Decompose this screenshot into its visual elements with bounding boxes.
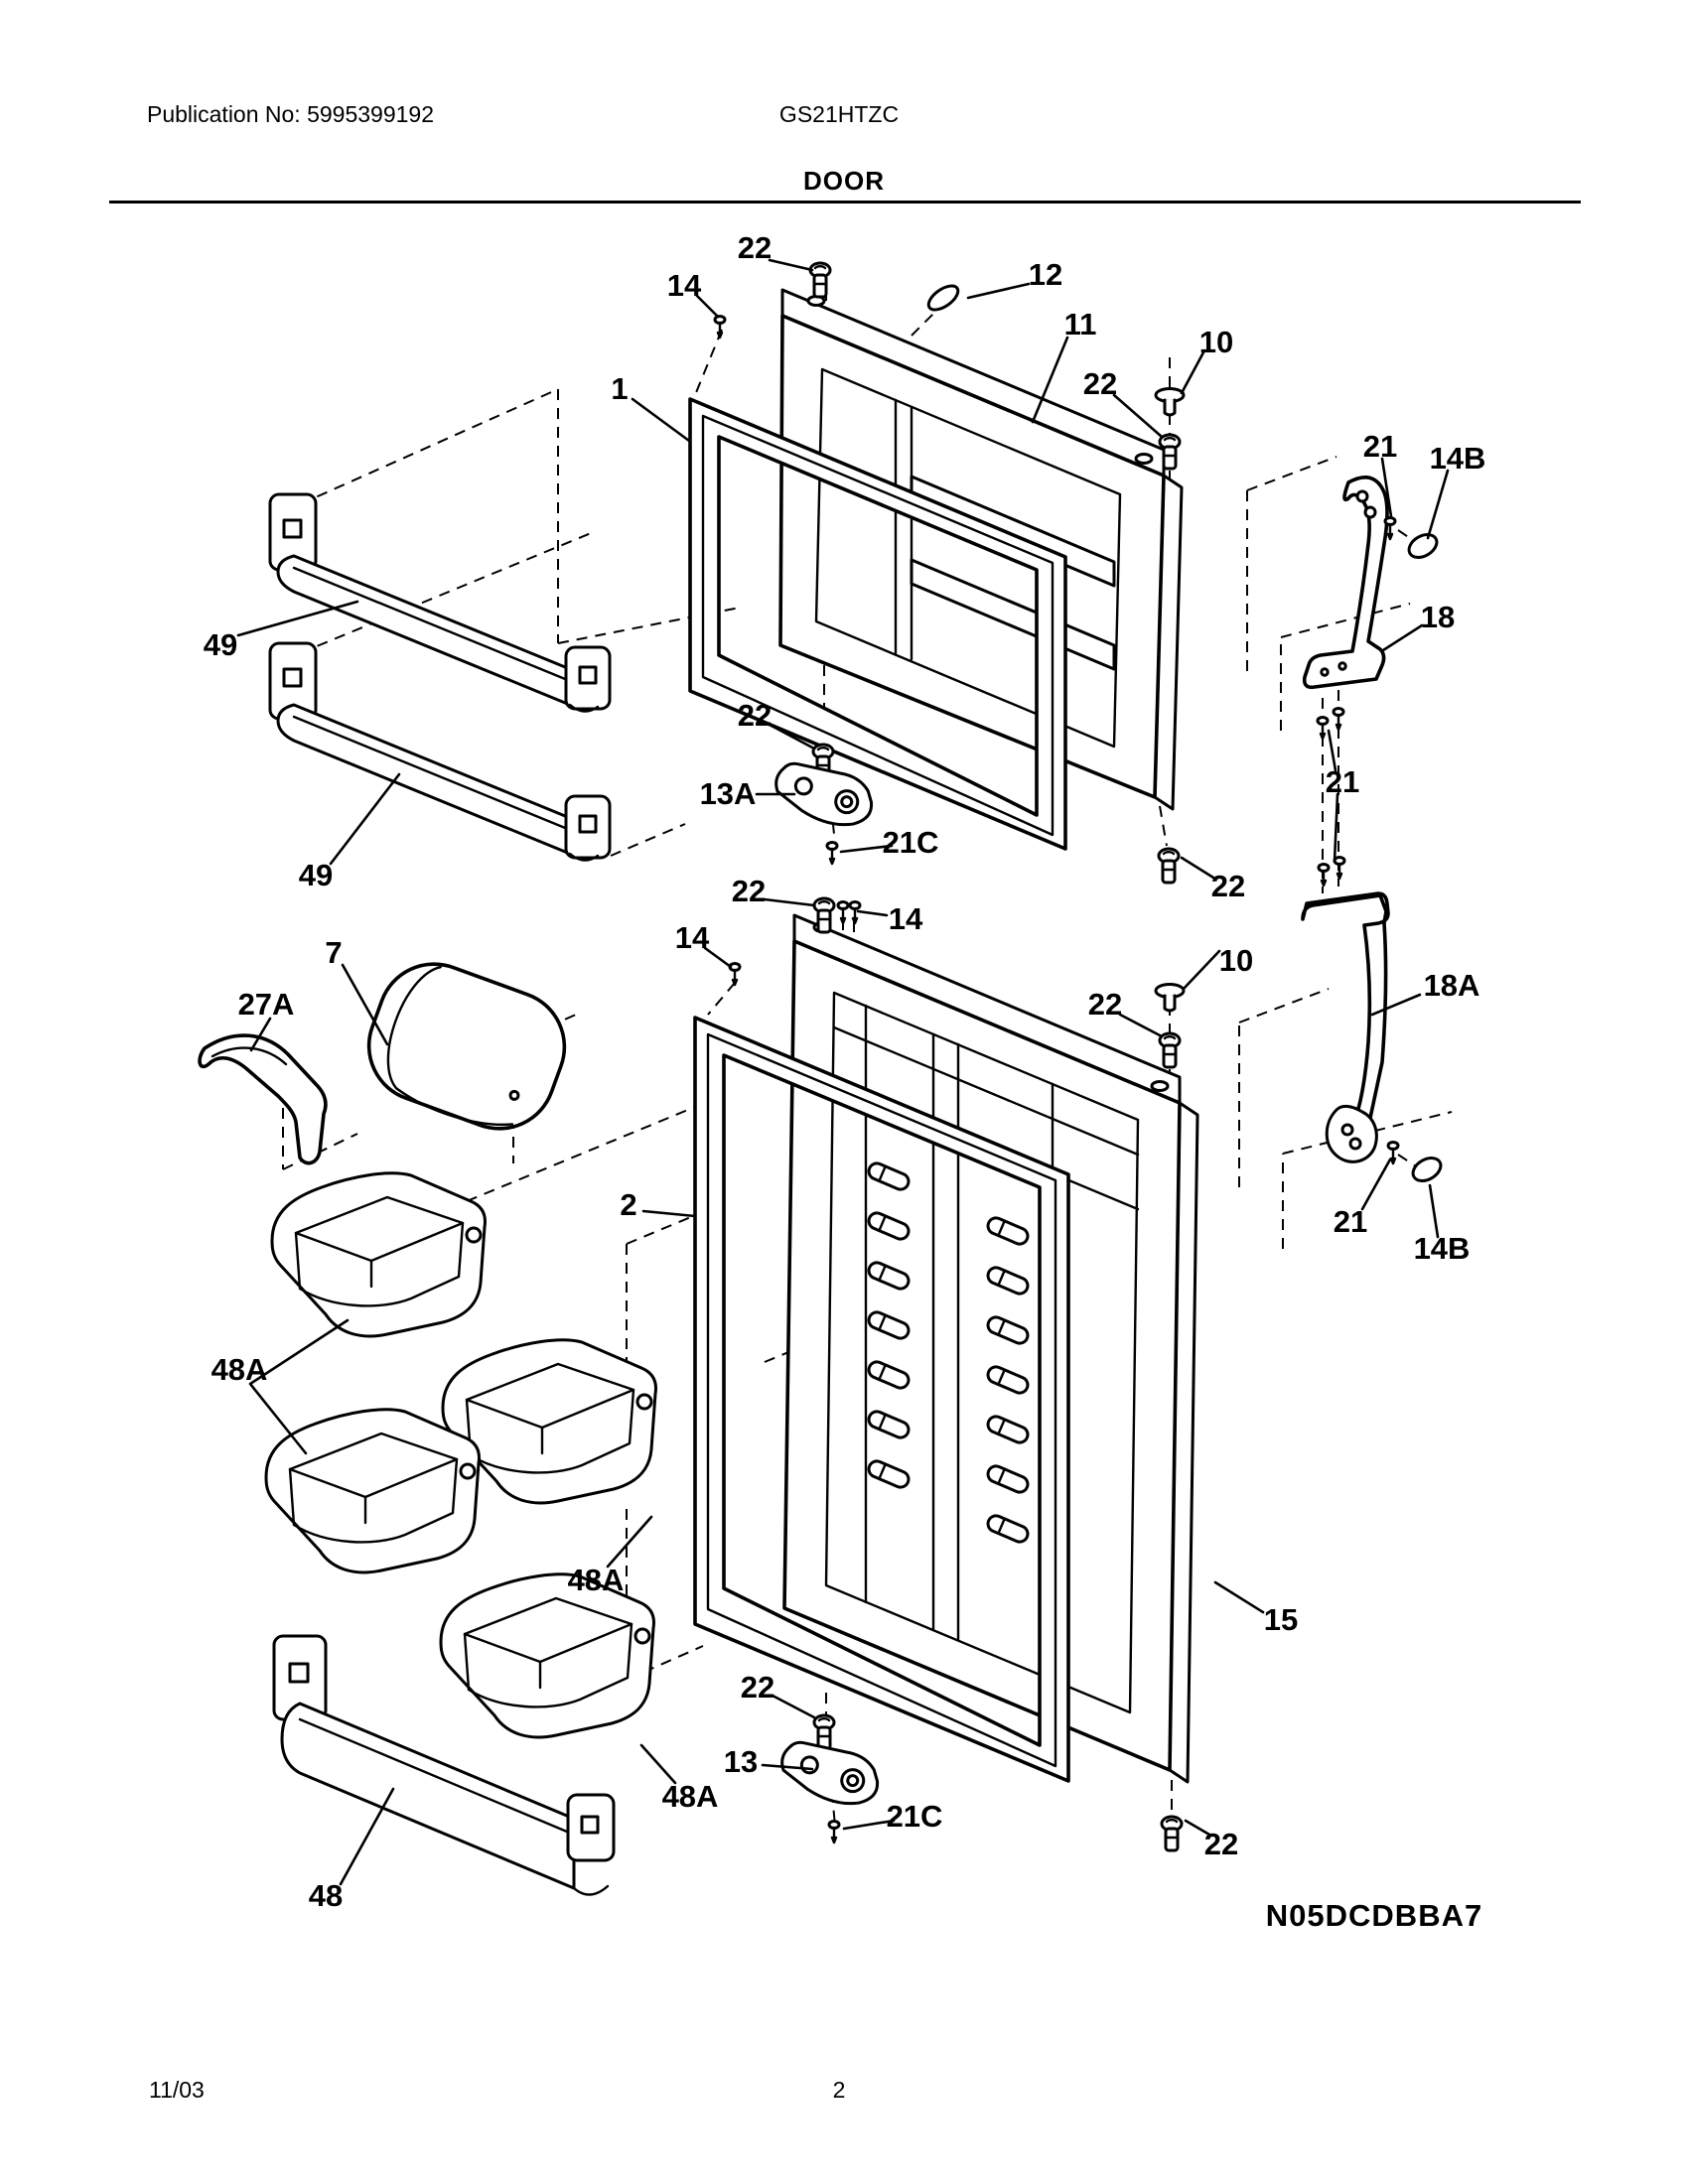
callout-label: 22 — [1082, 366, 1118, 401]
callout-label: 21C — [882, 825, 939, 860]
callout-label: 22 — [731, 874, 767, 908]
dairy-canister-7 — [352, 948, 580, 1145]
door-plug-12 — [924, 281, 962, 314]
callout-label: 22 — [1087, 987, 1123, 1022]
callout-label: 10 — [1218, 943, 1254, 978]
callout-label: 14 — [666, 268, 702, 303]
page-title: DOOR — [803, 166, 885, 196]
callout-label: 21 — [1333, 1204, 1368, 1239]
callout-label: 49 — [203, 627, 238, 662]
callout-label: 2 — [620, 1187, 637, 1222]
callout-label: 10 — [1198, 325, 1234, 359]
callout-label: 13A — [699, 776, 757, 811]
model-number: GS21HTZC — [778, 101, 900, 127]
callout-label: 22 — [1210, 869, 1246, 903]
callout-label: 22 — [740, 1670, 775, 1705]
callout-label: 48A — [661, 1779, 719, 1814]
callout-label: 14 — [888, 901, 923, 936]
callout-label: 48A — [211, 1352, 268, 1387]
refrigerator-door-handle-18A — [1303, 893, 1388, 1161]
callout-label: 18A — [1423, 968, 1480, 1003]
callout-label: 22 — [1203, 1827, 1239, 1861]
callout-label: 15 — [1263, 1602, 1299, 1637]
footer-page-number: 2 — [832, 2077, 846, 2103]
hinge-bearing-13 — [775, 1736, 884, 1811]
callout-label: 11 — [1063, 307, 1097, 341]
diagram-code: N05DCDBBA7 — [1265, 1898, 1483, 1933]
callout-label: 22 — [737, 230, 773, 265]
callout-label: 7 — [325, 935, 343, 970]
door-bin-48A-4 — [441, 1574, 653, 1737]
footer-date: 11/03 — [149, 2077, 205, 2103]
callout-label: 48 — [308, 1878, 344, 1913]
callout-label: 22 — [737, 698, 773, 733]
callout-label: 21C — [886, 1799, 943, 1834]
callout-label: 1 — [611, 371, 629, 406]
door-bin-48A-1 — [272, 1173, 485, 1336]
callout-label: 27A — [237, 987, 295, 1022]
callout-label: 18 — [1420, 600, 1456, 634]
callout-label: 49 — [298, 858, 334, 892]
door-handle-27A — [200, 1035, 326, 1163]
callout-label: 12 — [1028, 257, 1063, 292]
freezer-door-handle-18 — [1305, 478, 1387, 687]
callout-label: 21 — [1325, 764, 1360, 799]
callout-label: 14B — [1413, 1231, 1471, 1266]
publication-number: Publication No: 5995399192 — [147, 101, 435, 127]
callout-label: 48A — [567, 1563, 625, 1597]
handle-cap-14B-lower — [1409, 1154, 1445, 1185]
callout-label: 14 — [674, 920, 710, 955]
door-bin-48A-3 — [266, 1410, 479, 1572]
callout-label: 14B — [1429, 441, 1486, 476]
callout-label: 21 — [1362, 429, 1398, 464]
handle-cap-14B-upper — [1405, 530, 1441, 562]
callout-label: 13 — [723, 1744, 759, 1779]
